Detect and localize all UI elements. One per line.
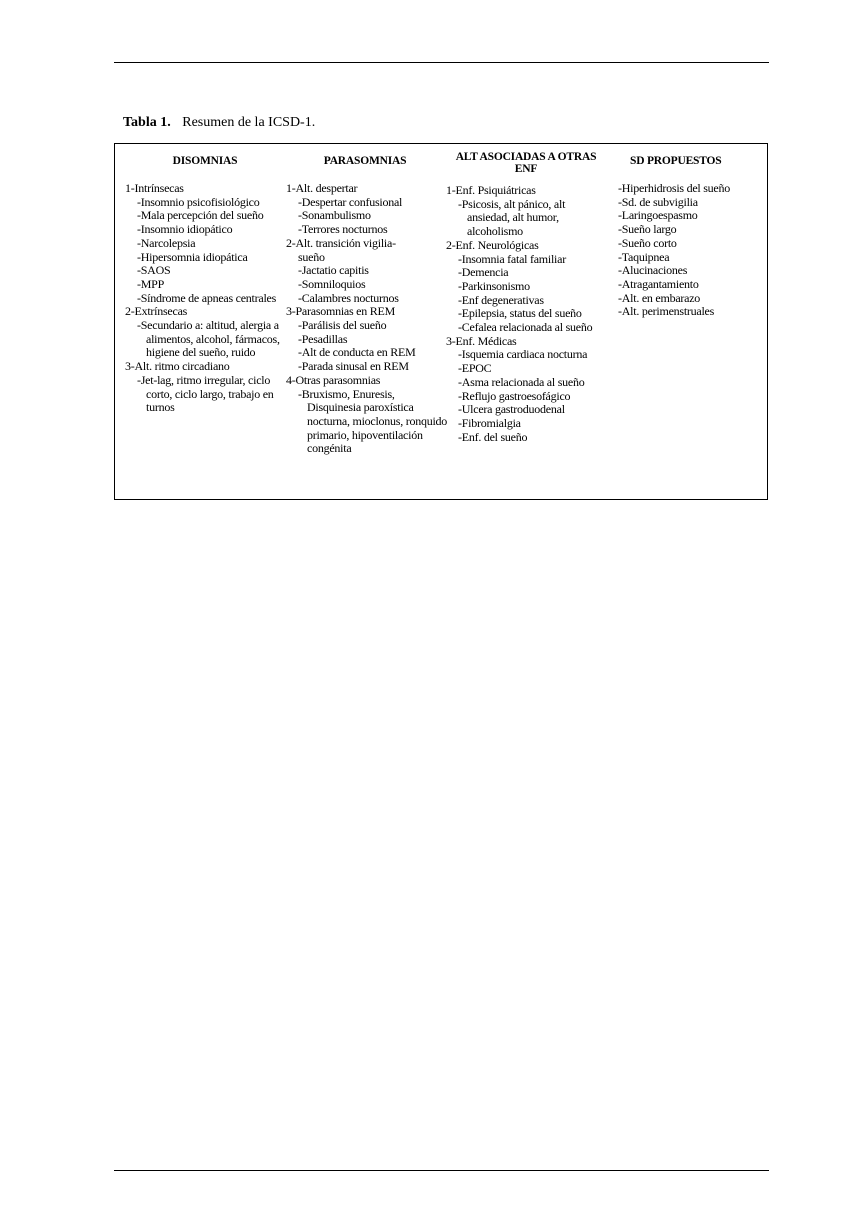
list-item: -Alt. en embarazo: [618, 290, 701, 305]
list-item: -Somniloquios: [298, 276, 366, 291]
list-item: -Insomnia fatal familiar: [458, 251, 566, 266]
list-item: -Terrores nocturnos: [298, 222, 388, 237]
icsd-summary-table: [114, 143, 768, 500]
list-item: -EPOC: [458, 361, 492, 376]
list-item: -Alucinaciones: [618, 263, 688, 278]
list-item: -Insomnio idiopático: [137, 222, 233, 237]
column-parasomnias: [286, 144, 448, 499]
caption-title: Resumen de la ICSD-1.: [182, 115, 316, 130]
list-item: -SAOS: [137, 263, 171, 278]
list-item: -Sd. de subvigilia: [618, 194, 698, 209]
column-header: SD PROPUESTOS: [630, 155, 722, 167]
column-alt-asociadas: [446, 144, 606, 499]
list-item: -Isquemia cardiaca nocturna: [458, 347, 588, 362]
list-item: -Enf degenerativas: [458, 292, 544, 307]
list-item: -Parkinsonismo: [458, 278, 530, 293]
list-item: -Insomnio psicofisiológico: [137, 194, 260, 209]
list-item: -Cefalea relacionada al sueño: [458, 320, 593, 335]
list-item: -Asma relacionada al sueño: [458, 374, 585, 389]
list-item: -Parálisis del sueño: [298, 318, 387, 333]
list-item: -Ulcera gastroduodenal: [458, 402, 565, 417]
list-item: -Narcolepsia: [137, 235, 196, 250]
list-item: -Laringoespasmo: [618, 208, 698, 223]
list-item: -Sueño largo: [618, 222, 677, 237]
group-title: 3-Parasomnias en REM: [286, 304, 395, 319]
list-item: -Mala percepción del sueño: [137, 208, 264, 223]
list-item: -Atragantamiento: [618, 276, 699, 291]
list-item: -Psicosis, alt pánico, alt ansiedad, alt humor, alcoholismo: [458, 196, 566, 239]
list-item: -Fibromialgia: [458, 415, 521, 430]
list-item: -Alt de conducta en REM: [298, 345, 416, 360]
column-sd-propuestos: [618, 144, 768, 499]
list-item: -Reflujo gastroesofágico: [458, 388, 571, 403]
column-header: PARASOMNIAS: [323, 155, 407, 167]
table-caption: [123, 115, 315, 131]
footer-rule: [114, 1170, 769, 1171]
column-header: DISOMNIAS: [172, 155, 238, 167]
list-item: -Epilepsia, status del sueño: [458, 306, 582, 321]
group-title: 4-Otras parasomnias: [286, 372, 381, 387]
group-title: 1-Intrínsecas: [125, 181, 184, 195]
list-item: -Hiperhidrosis del sueño: [618, 181, 730, 195]
list-item: -Pesadillas: [298, 331, 348, 346]
list-item: -Parada sinusal en REM: [298, 359, 409, 374]
list-item: -MPP: [137, 276, 165, 291]
column-disomnias: [125, 144, 285, 499]
list-item: -Síndrome de apneas centrales: [137, 290, 277, 305]
list-item: -Demencia: [458, 265, 509, 280]
group-title: 1-Alt. despertar: [286, 181, 358, 195]
group-title: 3-Alt. ritmo circadiano: [125, 359, 230, 374]
list-item: -Hipersomnia idiopática: [137, 249, 248, 264]
list-item: -Sonambulismo: [298, 208, 371, 223]
group-title: 2-Alt. transición vigilia-sueño: [286, 235, 396, 264]
group-title: 1-Enf. Psiquiátricas: [446, 183, 536, 197]
group-title: 2-Enf. Neurológicas: [446, 237, 539, 252]
list-item: -Taquipnea: [618, 249, 670, 264]
header-rule: [114, 62, 769, 63]
list-item: -Enf. del sueño: [458, 429, 528, 444]
list-item: -Secundario a: altitud, alergia a alimentos, alcohol, fármacos, higiene del sueño, ruido: [137, 318, 280, 360]
list-item: -Jactatio capitis: [298, 263, 369, 278]
list-item: -Bruxismo, Enuresis, Disquinesia paroxística nocturna, mioclonus, ronquido primario, hipoventilación congénita: [298, 386, 448, 456]
group-title: 2-Extrínsecas: [125, 304, 188, 319]
column-header: ALT ASOCIADAS A OTRAS ENF: [455, 151, 597, 175]
list-item: -Alt. perimenstruales: [618, 304, 715, 319]
group-title: 3-Enf. Médicas: [446, 333, 517, 348]
list-item: -Calambres nocturnos: [298, 290, 399, 305]
list-item: -Sueño corto: [618, 235, 677, 250]
caption-label: Tabla 1.: [123, 115, 171, 130]
list-item: -Despertar confusional: [298, 194, 403, 209]
list-item: -Jet-lag, ritmo irregular, ciclo corto, ciclo largo, trabajo en turnos: [137, 372, 274, 415]
